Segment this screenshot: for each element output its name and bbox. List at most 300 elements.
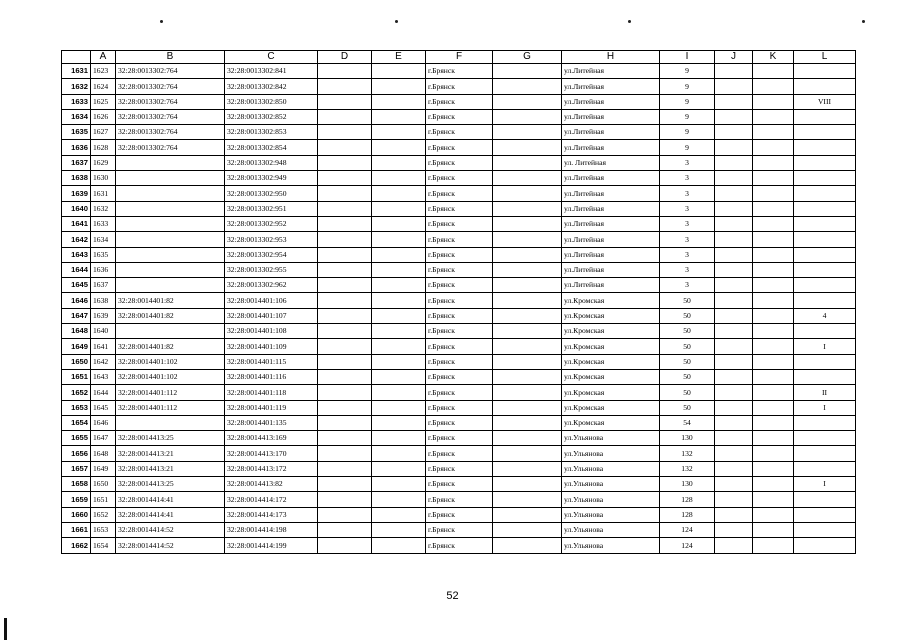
cell-f: г.Брянск [426, 477, 493, 492]
cell-c: 32:28:0014401:106 [225, 293, 318, 308]
cell-d [318, 247, 372, 262]
row-number: 1650 [62, 354, 91, 369]
cell-a: 1641 [91, 339, 116, 354]
row-number: 1658 [62, 477, 91, 492]
cell-c: 32:28:0013302:841 [225, 64, 318, 79]
cell-h: ул.Кромская [562, 415, 660, 430]
cell-f: г.Брянск [426, 232, 493, 247]
cell-j [715, 431, 753, 446]
cell-c: 32:28:0014401:108 [225, 324, 318, 339]
cell-a: 1629 [91, 155, 116, 170]
cell-f: г.Брянск [426, 278, 493, 293]
cell-g [493, 415, 562, 430]
cell-l: VIII [794, 94, 856, 109]
scan-dot [160, 20, 163, 23]
column-header: D [318, 51, 372, 64]
row-number: 1662 [62, 538, 91, 553]
cell-j [715, 293, 753, 308]
cell-a: 1642 [91, 354, 116, 369]
cell-d [318, 339, 372, 354]
cell-d [318, 308, 372, 323]
cell-l [794, 125, 856, 140]
table-row [62, 262, 856, 277]
cell-k [753, 385, 794, 400]
cell-c: 32:28:0014414:173 [225, 507, 318, 522]
cell-c: 32:28:0013302:842 [225, 79, 318, 94]
cell-i: 3 [660, 171, 715, 186]
cell-e [372, 64, 426, 79]
cell-k [753, 431, 794, 446]
cell-d [318, 79, 372, 94]
cell-j [715, 171, 753, 186]
cell-e [372, 278, 426, 293]
cell-l [794, 538, 856, 553]
cell-c: 32:28:0013302:954 [225, 247, 318, 262]
cell-a: 1638 [91, 293, 116, 308]
cell-i: 9 [660, 109, 715, 124]
cell-j [715, 415, 753, 430]
scan-dot [862, 20, 865, 23]
cell-j [715, 186, 753, 201]
cell-k [753, 278, 794, 293]
cell-f: г.Брянск [426, 492, 493, 507]
cell-h: ул.Ульянова [562, 507, 660, 522]
cell-i: 132 [660, 446, 715, 461]
table-row [62, 461, 856, 476]
cell-j [715, 262, 753, 277]
cell-b: 32:28:0013302:764 [116, 94, 225, 109]
cell-k [753, 369, 794, 384]
cell-l: I [794, 400, 856, 415]
cell-c: 32:28:0013302:949 [225, 171, 318, 186]
cell-b [116, 186, 225, 201]
cell-h: ул.Кромская [562, 369, 660, 384]
cell-l [794, 461, 856, 476]
cell-h: ул.Кромская [562, 293, 660, 308]
cell-j [715, 140, 753, 155]
table-row [62, 308, 856, 323]
spreadsheet-table [61, 50, 856, 554]
cell-c: 32:28:0013302:948 [225, 155, 318, 170]
cell-c: 32:28:0014401:119 [225, 400, 318, 415]
cell-f: г.Брянск [426, 431, 493, 446]
cell-h: ул.Кромская [562, 354, 660, 369]
cell-j [715, 522, 753, 537]
cell-g [493, 278, 562, 293]
cell-e [372, 339, 426, 354]
cell-d [318, 293, 372, 308]
cell-b: 32:28:0014414:52 [116, 538, 225, 553]
cell-a: 1634 [91, 232, 116, 247]
column-header: L [794, 51, 856, 64]
table-row [62, 354, 856, 369]
cell-f: г.Брянск [426, 339, 493, 354]
cell-g [493, 232, 562, 247]
cell-i: 3 [660, 155, 715, 170]
table-row [62, 339, 856, 354]
cell-l [794, 64, 856, 79]
cell-h: ул.Литейная [562, 247, 660, 262]
cell-k [753, 247, 794, 262]
cell-j [715, 354, 753, 369]
cell-l [794, 324, 856, 339]
cell-b [116, 171, 225, 186]
cell-g [493, 94, 562, 109]
cell-i: 130 [660, 431, 715, 446]
row-number: 1659 [62, 492, 91, 507]
column-header: I [660, 51, 715, 64]
cell-f: г.Брянск [426, 354, 493, 369]
cell-l [794, 492, 856, 507]
cell-k [753, 140, 794, 155]
cell-a: 1652 [91, 507, 116, 522]
cell-g [493, 339, 562, 354]
cell-c: 32:28:0014401:118 [225, 385, 318, 400]
cell-i: 124 [660, 522, 715, 537]
cell-b: 32:28:0014413:21 [116, 446, 225, 461]
cell-f: г.Брянск [426, 201, 493, 216]
cell-i: 50 [660, 354, 715, 369]
cell-i: 3 [660, 232, 715, 247]
table-row [62, 247, 856, 262]
cell-c: 32:28:0013302:962 [225, 278, 318, 293]
cell-k [753, 293, 794, 308]
cell-f: г.Брянск [426, 247, 493, 262]
row-number: 1644 [62, 262, 91, 277]
cell-g [493, 186, 562, 201]
row-number: 1661 [62, 522, 91, 537]
cell-l [794, 109, 856, 124]
cell-g [493, 140, 562, 155]
cell-k [753, 155, 794, 170]
row-number: 1655 [62, 431, 91, 446]
cell-b: 32:28:0014401:112 [116, 385, 225, 400]
row-number: 1633 [62, 94, 91, 109]
cell-a: 1648 [91, 446, 116, 461]
cell-a: 1633 [91, 216, 116, 231]
cell-f: г.Брянск [426, 324, 493, 339]
cell-d [318, 125, 372, 140]
cell-c: 32:28:0013302:850 [225, 94, 318, 109]
table-row [62, 385, 856, 400]
table-row [62, 415, 856, 430]
cell-j [715, 324, 753, 339]
cell-d [318, 94, 372, 109]
row-number: 1652 [62, 385, 91, 400]
cell-e [372, 94, 426, 109]
cell-k [753, 354, 794, 369]
row-number: 1635 [62, 125, 91, 140]
cell-j [715, 94, 753, 109]
cell-b: 32:28:0014413:25 [116, 477, 225, 492]
table-row [62, 522, 856, 537]
cell-e [372, 507, 426, 522]
cell-i: 50 [660, 385, 715, 400]
cell-j [715, 400, 753, 415]
cell-g [493, 400, 562, 415]
cell-g [493, 201, 562, 216]
cell-i: 50 [660, 400, 715, 415]
cell-j [715, 109, 753, 124]
cell-l: 4 [794, 308, 856, 323]
cell-d [318, 64, 372, 79]
table-row [62, 94, 856, 109]
cell-h: ул.Ульянова [562, 477, 660, 492]
cell-k [753, 461, 794, 476]
column-header: K [753, 51, 794, 64]
cell-b: 32:28:0014401:102 [116, 354, 225, 369]
cell-d [318, 522, 372, 537]
cell-e [372, 125, 426, 140]
cell-k [753, 186, 794, 201]
cell-a: 1646 [91, 415, 116, 430]
cell-i: 50 [660, 324, 715, 339]
cell-d [318, 171, 372, 186]
cell-c: 32:28:0014401:115 [225, 354, 318, 369]
cell-l [794, 79, 856, 94]
corner-cell [62, 51, 91, 64]
cell-l [794, 354, 856, 369]
cell-i: 132 [660, 461, 715, 476]
cell-h: ул.Литейная [562, 109, 660, 124]
cell-d [318, 324, 372, 339]
cell-j [715, 369, 753, 384]
cell-e [372, 186, 426, 201]
cell-d [318, 446, 372, 461]
table-row [62, 400, 856, 415]
cell-l [794, 140, 856, 155]
cell-e [372, 232, 426, 247]
cell-a: 1643 [91, 369, 116, 384]
row-number: 1641 [62, 216, 91, 231]
row-number: 1638 [62, 171, 91, 186]
cell-f: г.Брянск [426, 385, 493, 400]
cell-h: ул.Ульянова [562, 522, 660, 537]
cell-k [753, 324, 794, 339]
cell-d [318, 262, 372, 277]
cell-i: 9 [660, 64, 715, 79]
cell-g [493, 522, 562, 537]
cell-c: 32:28:0013302:854 [225, 140, 318, 155]
table-row [62, 155, 856, 170]
cell-g [493, 538, 562, 553]
row-number: 1656 [62, 446, 91, 461]
cell-d [318, 354, 372, 369]
cell-d [318, 109, 372, 124]
cell-e [372, 415, 426, 430]
cell-c: 32:28:0014413:172 [225, 461, 318, 476]
cell-k [753, 171, 794, 186]
cell-d [318, 538, 372, 553]
cell-k [753, 216, 794, 231]
row-number: 1649 [62, 339, 91, 354]
cell-k [753, 446, 794, 461]
scan-dot [628, 20, 631, 23]
cell-c: 32:28:0014401:135 [225, 415, 318, 430]
cell-b: 32:28:0014401:82 [116, 308, 225, 323]
cell-e [372, 79, 426, 94]
cell-j [715, 446, 753, 461]
cell-d [318, 201, 372, 216]
cell-f: г.Брянск [426, 446, 493, 461]
column-header: J [715, 51, 753, 64]
cell-g [493, 492, 562, 507]
cell-l: I [794, 339, 856, 354]
table-row [62, 201, 856, 216]
cell-g [493, 308, 562, 323]
cell-b: 32:28:0014414:41 [116, 507, 225, 522]
table-row [62, 446, 856, 461]
cell-b: 32:28:0014401:112 [116, 400, 225, 415]
cell-l [794, 232, 856, 247]
cell-b [116, 278, 225, 293]
cell-a: 1623 [91, 64, 116, 79]
cell-e [372, 354, 426, 369]
cell-e [372, 385, 426, 400]
table-row [62, 109, 856, 124]
cell-h: ул.Ульянова [562, 446, 660, 461]
cell-k [753, 94, 794, 109]
cell-l [794, 278, 856, 293]
cell-h: ул.Литейная [562, 262, 660, 277]
table-row [62, 64, 856, 79]
cell-l [794, 507, 856, 522]
cell-b: 32:28:0014401:82 [116, 339, 225, 354]
column-header: A [91, 51, 116, 64]
page-number: 52 [446, 590, 459, 602]
cell-b [116, 247, 225, 262]
table-row [62, 140, 856, 155]
cell-g [493, 109, 562, 124]
cell-j [715, 507, 753, 522]
cell-f: г.Брянск [426, 171, 493, 186]
cell-a: 1651 [91, 492, 116, 507]
table-row [62, 538, 856, 553]
cell-d [318, 431, 372, 446]
cell-i: 124 [660, 538, 715, 553]
column-header: F [426, 51, 493, 64]
cell-b: 32:28:0013302:764 [116, 109, 225, 124]
cell-b [116, 201, 225, 216]
cell-d [318, 369, 372, 384]
cell-j [715, 308, 753, 323]
row-number: 1640 [62, 201, 91, 216]
cell-g [493, 431, 562, 446]
row-number: 1657 [62, 461, 91, 476]
cell-e [372, 400, 426, 415]
cell-h: ул.Кромская [562, 308, 660, 323]
cell-h: ул.Кромская [562, 385, 660, 400]
cell-d [318, 415, 372, 430]
table-row [62, 293, 856, 308]
cell-e [372, 538, 426, 553]
cell-f: г.Брянск [426, 538, 493, 553]
cell-h: ул.Литейная [562, 94, 660, 109]
cell-j [715, 247, 753, 262]
cell-c: 32:28:0014401:107 [225, 308, 318, 323]
cell-g [493, 155, 562, 170]
cell-b: 32:28:0014401:102 [116, 369, 225, 384]
cell-i: 3 [660, 186, 715, 201]
cell-a: 1639 [91, 308, 116, 323]
table-row [62, 125, 856, 140]
cell-e [372, 293, 426, 308]
cell-e [372, 492, 426, 507]
cell-c: 32:28:0013302:853 [225, 125, 318, 140]
cell-g [493, 369, 562, 384]
cell-k [753, 400, 794, 415]
cell-b: 32:28:0013302:764 [116, 125, 225, 140]
cell-k [753, 262, 794, 277]
cell-k [753, 339, 794, 354]
cell-d [318, 477, 372, 492]
cell-f: г.Брянск [426, 461, 493, 476]
cell-l [794, 171, 856, 186]
cell-h: ул.Кромская [562, 324, 660, 339]
cell-i: 50 [660, 308, 715, 323]
cell-j [715, 538, 753, 553]
column-header: B [116, 51, 225, 64]
cell-c: 32:28:0014401:109 [225, 339, 318, 354]
table-row [62, 216, 856, 231]
row-number: 1645 [62, 278, 91, 293]
cell-e [372, 446, 426, 461]
cell-j [715, 278, 753, 293]
cell-i: 9 [660, 140, 715, 155]
cell-a: 1630 [91, 171, 116, 186]
cell-g [493, 171, 562, 186]
cell-f: г.Брянск [426, 522, 493, 537]
cell-k [753, 538, 794, 553]
cell-i: 9 [660, 94, 715, 109]
cell-f: г.Брянск [426, 64, 493, 79]
table-row [62, 492, 856, 507]
cell-i: 3 [660, 278, 715, 293]
column-header: E [372, 51, 426, 64]
cell-e [372, 216, 426, 231]
row-number: 1647 [62, 308, 91, 323]
cell-a: 1650 [91, 477, 116, 492]
table-row [62, 507, 856, 522]
cell-i: 3 [660, 216, 715, 231]
cell-i: 50 [660, 369, 715, 384]
row-number: 1648 [62, 324, 91, 339]
cell-h: ул.Литейная [562, 171, 660, 186]
cell-d [318, 385, 372, 400]
cell-b: 32:28:0014401:82 [116, 293, 225, 308]
cell-f: г.Брянск [426, 216, 493, 231]
cell-a: 1654 [91, 538, 116, 553]
cell-g [493, 461, 562, 476]
cell-a: 1653 [91, 522, 116, 537]
cell-a: 1626 [91, 109, 116, 124]
cell-l [794, 247, 856, 262]
cell-f: г.Брянск [426, 155, 493, 170]
cell-k [753, 79, 794, 94]
cell-k [753, 522, 794, 537]
row-number: 1639 [62, 186, 91, 201]
cell-g [493, 216, 562, 231]
cell-b: 32:28:0014413:25 [116, 431, 225, 446]
cell-b [116, 232, 225, 247]
cell-b [116, 415, 225, 430]
cell-l: I [794, 477, 856, 492]
cell-a: 1647 [91, 431, 116, 446]
cell-e [372, 369, 426, 384]
cell-h: ул.Литейная [562, 232, 660, 247]
table-row [62, 369, 856, 384]
cell-c: 32:28:0014413:170 [225, 446, 318, 461]
